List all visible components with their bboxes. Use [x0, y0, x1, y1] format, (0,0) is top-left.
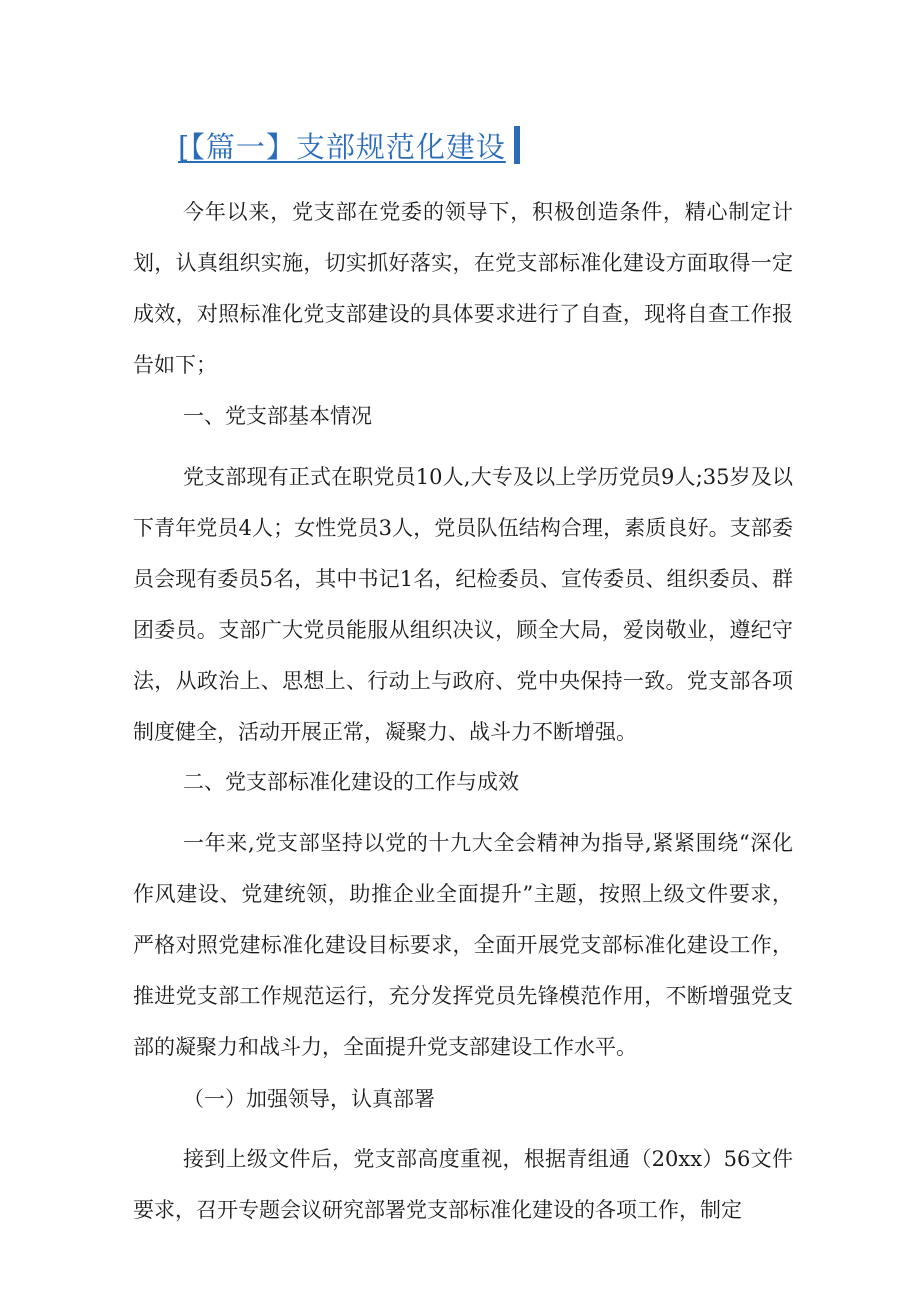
intro-paragraph: 今年以来，党支部在党委的领导下，积极创造条件，精心制定计划，认真组织实施，切实抓好落实，在党支部标准化建设方面取得一定成效，对照标准化党支部建设的具体要求进行了自查，现将自查工作报告如下；: [133, 200, 793, 377]
section-2-heading: 二、党支部标准化建设的工作与成效: [183, 770, 519, 794]
subsection-1-heading: （一）加强领导，认真部署: [183, 1087, 435, 1111]
section-1-body: 党支部现有正式在职党员10人,大专及以上学历党员9人;35岁及以下青年党员4人；女性党员3人，党员队伍结构合理，素质良好。支部委员会现有委员5名，其中书记1名，纪检委员、宣传委员、组织委员、群团委员。支部广大党员能服从组织决议，顾全大局，爱岗敬业，遵纪守法，从政治上、思想上、行动上与政府、党中央保持一致。党支部各项制度健全，活动开展正常，凝聚力、战斗力不断增强。: [133, 465, 793, 744]
title-cursor-bar: [514, 126, 520, 164]
section-2-body: 一年来,党支部坚持以党的十九大全会精神为指导,紧紧围绕“深化作风建设、党建统领，助推企业全面提升”主题，按照上级文件要求，严格对照党建标准化建设目标要求，全面开展党支部标准化建设工作，推进党支部工作规范运行，充分发挥党员先锋模范作用，不断增强党支部的凝聚力和战斗力，全面提升党支部建设工作水平。: [133, 831, 793, 1059]
section-1-heading: 一、党支部基本情况: [183, 404, 372, 428]
subsection-1-body: 接到上级文件后，党支部高度重视，根据青组通（20xx）56文件要求，召开专题会议研究部署党支部标准化建设的各项工作，制定: [133, 1147, 793, 1222]
document-title-row: [178, 122, 520, 168]
document-title: [【篇一】支部规范化建设: [178, 129, 506, 164]
